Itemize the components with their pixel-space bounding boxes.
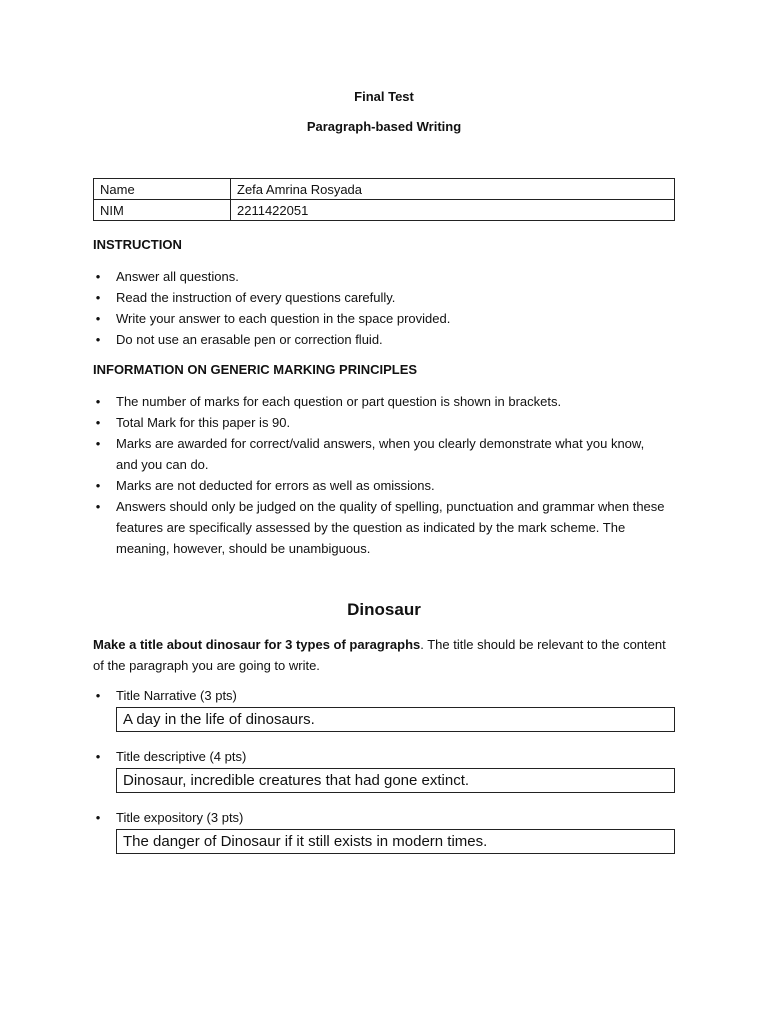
question-narrative (93, 687, 675, 732)
student-info-table (93, 178, 675, 221)
question-descriptive (93, 748, 675, 793)
marking-heading: INFORMATION ON GENERIC MARKING PRINCIPLES (93, 362, 418, 377)
bullet-icon: • (95, 478, 101, 493)
question-label: • Title descriptive (4 pts) (93, 748, 675, 766)
table-row (94, 200, 675, 221)
list-item: • Answer all questions. (93, 266, 668, 287)
prompt-rest: . The title should be relevant to the content of the paragraph you are going to write. (93, 637, 666, 673)
list-item: • Marks are not deducted for errors as well as omissions. (93, 475, 668, 496)
bullet-icon: • (95, 749, 101, 764)
list-item: • Marks are awarded for correct/valid answers, when you clearly demonstrate what you know, and you can do. (93, 433, 668, 475)
bullet-icon: • (95, 332, 101, 347)
test-title: Final Test (354, 89, 414, 104)
section-prompt (93, 634, 671, 676)
question-label: • Title Narrative (3 pts) (93, 687, 675, 705)
list-item: • Total Mark for this paper is 90. (93, 412, 668, 433)
bullet-icon: • (95, 688, 101, 703)
answer-box: Dinosaur, incredible creatures that had gone extinct. (116, 768, 675, 793)
name-label: Name (94, 179, 231, 200)
name-value: Zefa Amrina Rosyada (231, 179, 675, 200)
bullet-icon: • (95, 415, 101, 430)
bullet-icon: • (95, 394, 101, 409)
instruction-list (93, 266, 668, 350)
question-expository (93, 809, 675, 854)
marking-list (93, 391, 668, 559)
nim-value: 2211422051 (231, 200, 675, 221)
bullet-icon: • (95, 436, 101, 451)
question-label: • Title expository (3 pts) (93, 809, 675, 827)
list-item: • The number of marks for each question or part question is shown in brackets. (93, 391, 668, 412)
instruction-heading: INSTRUCTION (93, 237, 182, 252)
table-row (94, 179, 675, 200)
list-item: • Do not use an erasable pen or correction fluid. (93, 329, 668, 350)
bullet-icon: • (95, 290, 101, 305)
answer-box: A day in the life of dinosaurs. (116, 707, 675, 732)
answer-box: The danger of Dinosaur if it still exists in modern times. (116, 829, 675, 854)
section-title: Dinosaur (347, 600, 421, 619)
test-subtitle: Paragraph-based Writing (306, 119, 462, 134)
bullet-icon: • (95, 311, 101, 326)
list-item: • Read the instruction of every questions carefully. (93, 287, 668, 308)
bullet-icon: • (95, 269, 101, 284)
list-item: • Write your answer to each question in the space provided. (93, 308, 668, 329)
bullet-icon: • (95, 810, 101, 825)
bullet-icon: • (95, 499, 101, 514)
list-item: • Answers should only be judged on the quality of spelling, punctuation and grammar when these features are specifically assessed by the question as indicated by the mark scheme. The meaning, however, should be unambiguous. (93, 496, 668, 559)
nim-label: NIM (94, 200, 231, 221)
prompt-bold: Make a title about dinosaur for 3 types of paragraphs (93, 637, 421, 652)
